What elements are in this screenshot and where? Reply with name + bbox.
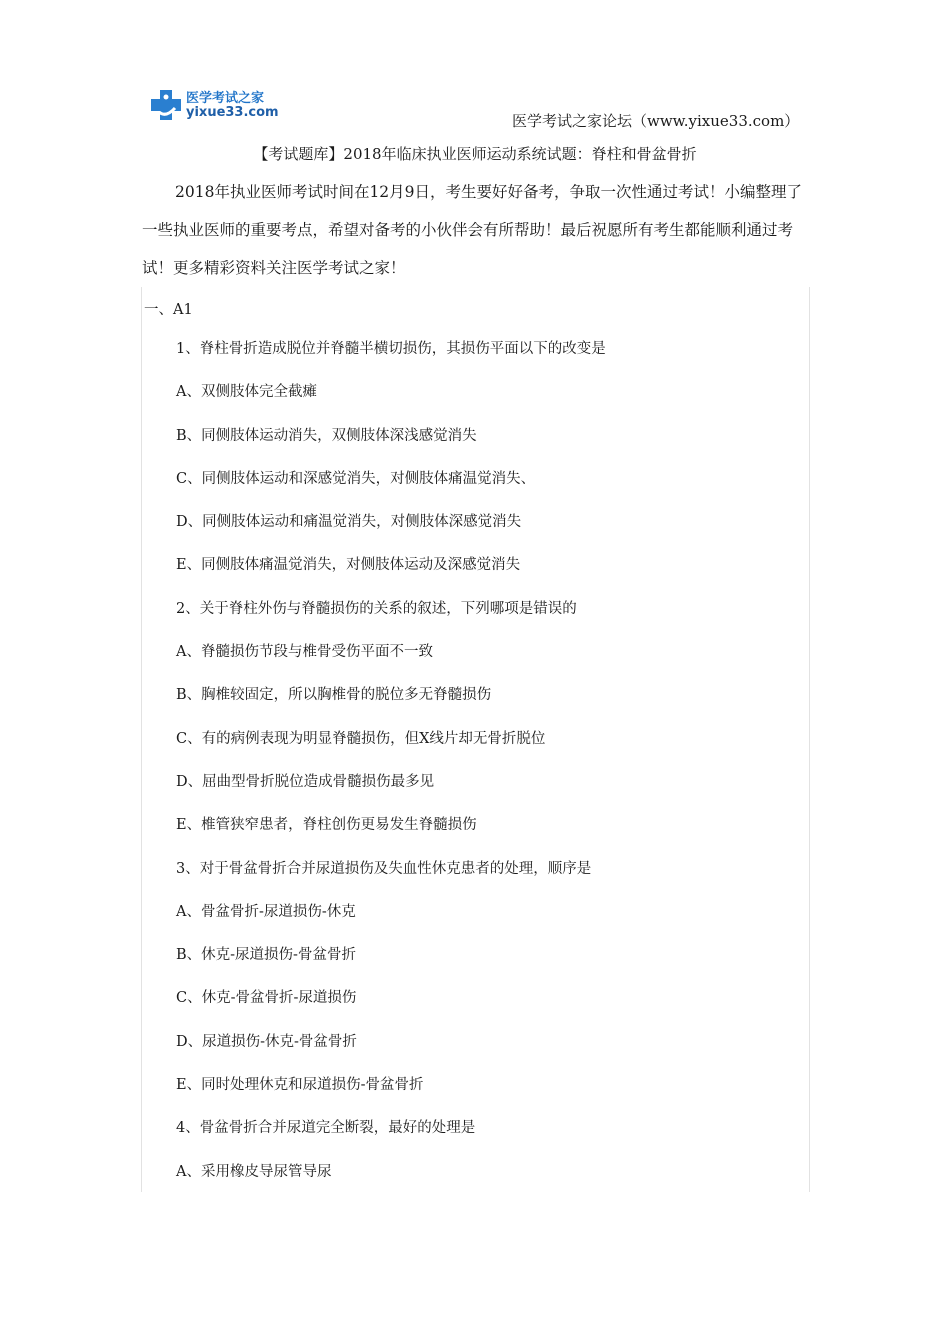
answer-option: A、采用橡皮导尿管导尿 bbox=[176, 1163, 332, 1180]
answer-option: E、同侧肢体痛温觉消失，对侧肢体运动及深感觉消失 bbox=[176, 557, 521, 574]
question-stem: 2、关于脊柱外伤与脊髓损伤的关系的叙述，下列哪项是错误的 bbox=[176, 600, 577, 617]
question-list bbox=[176, 328, 796, 1194]
answer-option: C、休克-骨盆骨折-尿道损伤 bbox=[176, 990, 357, 1007]
site-logo[interactable] bbox=[150, 86, 279, 126]
answer-option: A、双侧肢体完全截瘫 bbox=[176, 384, 317, 401]
logo-text-en: yixue33.com bbox=[186, 105, 279, 120]
question-stem: 3、对于骨盆骨折合并尿道损伤及失血性休克患者的处理，顺序是 bbox=[176, 860, 592, 877]
answer-option: A、脊髓损伤节段与椎骨受伤平面不一致 bbox=[176, 644, 433, 661]
question-stem: 1、脊柱骨折造成脱位并脊髓半横切损伤，其损伤平面以下的改变是 bbox=[176, 341, 606, 357]
answer-option: E、椎管狭窄患者，脊柱创伤更易发生脊髓损伤 bbox=[176, 817, 477, 834]
answer-option: C、同侧肢体运动和深感觉消失，对侧肢体痛温觉消失、 bbox=[176, 470, 536, 487]
intro-text: 2018年执业医师考试时间在12月9日，考生要好好备考，争取一次性通过考试！小编整理了一些执业医师的重要考点，希望对备考的小伙伴会有所帮助！最后祝愿所有考生都能顺利通过考试！更多精彩资料关注医学考试之家！ bbox=[142, 183, 803, 277]
answer-option: D、屈曲型骨折脱位造成骨髓损伤最多见 bbox=[176, 773, 435, 790]
document-title: 【考试题库】2018年临床执业医师运动系统试题：脊柱和骨盆骨折 bbox=[253, 145, 697, 163]
logo-text-cn: 医学考试之家 bbox=[186, 91, 265, 106]
answer-option: B、胸椎较固定，所以胸椎骨的脱位多无脊髓损伤 bbox=[176, 687, 492, 704]
medical-cross-icon bbox=[150, 88, 182, 122]
answer-option: E、同时处理休克和尿道损伤-骨盆骨折 bbox=[176, 1077, 424, 1094]
question-stem: 4、骨盆骨折合并尿道完全断裂，最好的处理是 bbox=[176, 1120, 476, 1137]
answer-option: C、有的病例表现为明显脊髓损伤，但X线片却无骨折脱位 bbox=[176, 730, 546, 747]
forum-link[interactable]: 医学考试之家论坛（www.yixue33.com） bbox=[512, 112, 800, 130]
answer-option: B、休克-尿道损伤-骨盆骨折 bbox=[176, 947, 356, 964]
section-heading: 一、A1 bbox=[144, 302, 193, 318]
answer-option: A、骨盆骨折-尿道损伤-休克 bbox=[176, 903, 356, 920]
answer-option: D、尿道损伤-休克-骨盆骨折 bbox=[176, 1033, 357, 1050]
intro-paragraph bbox=[142, 173, 814, 287]
answer-option: D、同侧肢体运动和痛温觉消失，对侧肢体深感觉消失 bbox=[176, 514, 522, 531]
answer-option: B、同侧肢体运动消失，双侧肢体深浅感觉消失 bbox=[176, 427, 477, 444]
